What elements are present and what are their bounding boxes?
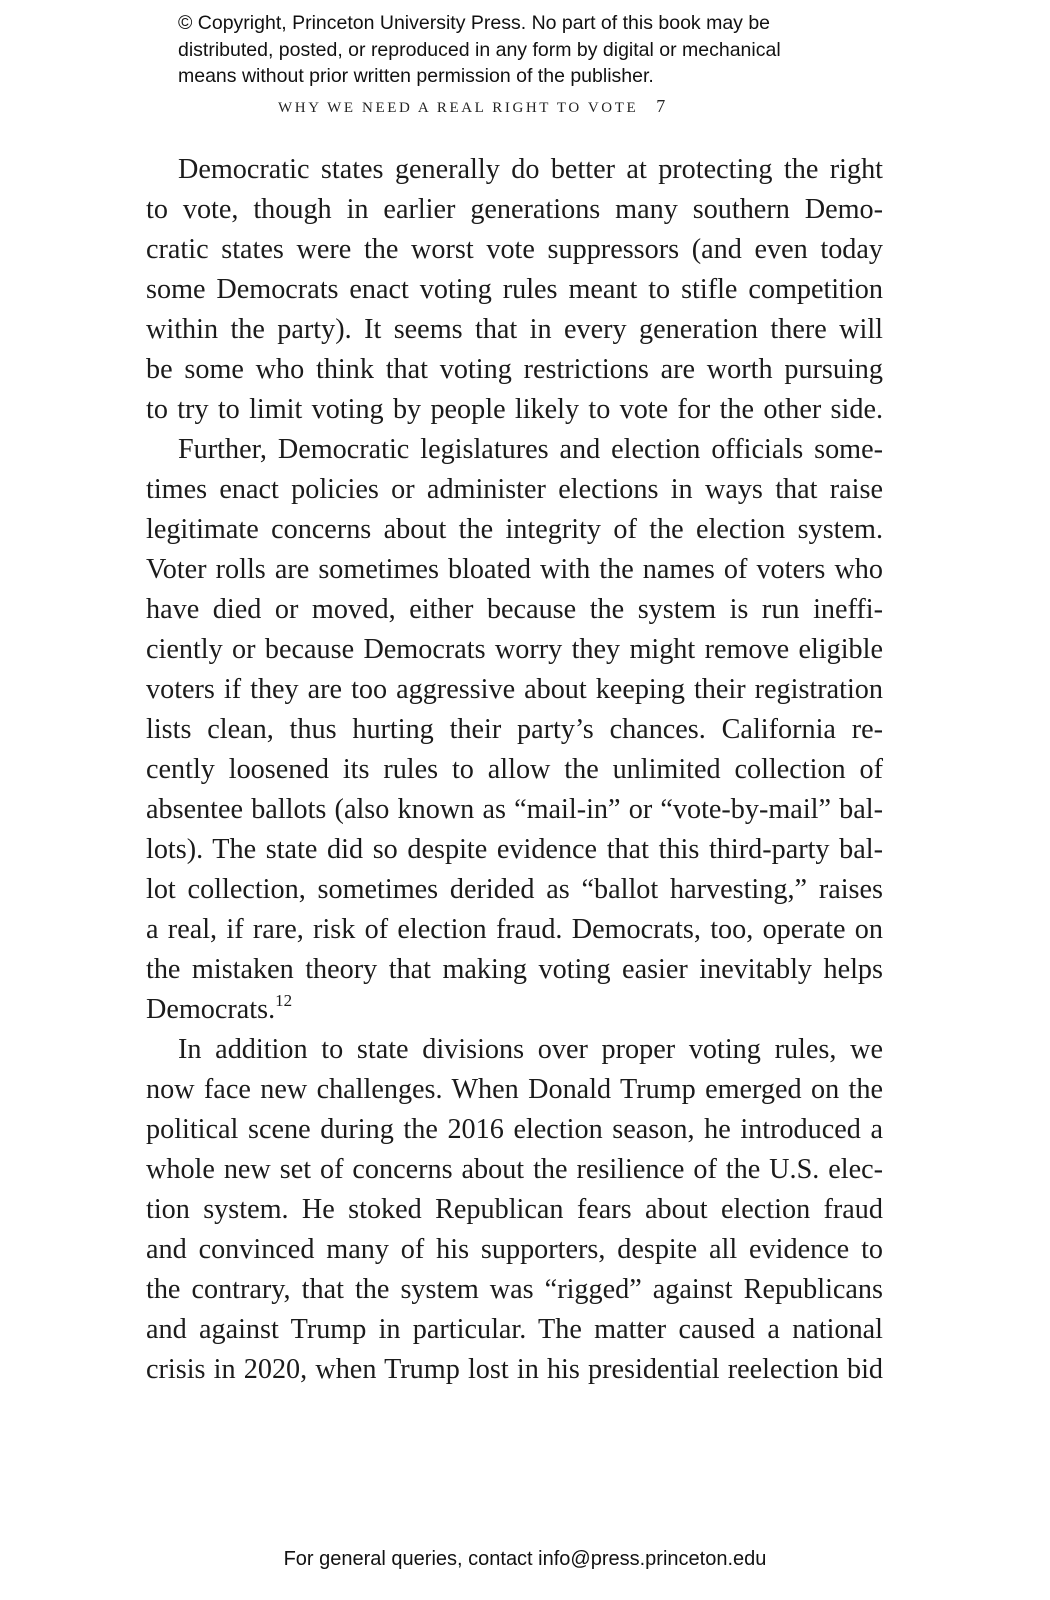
- footer-contact: [0, 1548, 1050, 1571]
- text-line: crisis in 2020, when Trump lost in his presidential reelection bid: [146, 1354, 883, 1385]
- text-line: ciently or because Democrats worry they might remove eligible: [146, 634, 883, 665]
- text-line: Democrats.: [146, 994, 276, 1025]
- text-line: voters if they are too aggressive about keeping their registration: [146, 674, 883, 705]
- body-text: [146, 150, 883, 1390]
- running-head-title: WHY WE NEED A REAL RIGHT TO VOTE: [278, 100, 639, 116]
- text-line: to vote, though in earlier generations many southern Demo-: [146, 194, 883, 225]
- footnote-reference[interactable]: 12: [275, 991, 293, 1010]
- text-line: and against Trump in particular. The matter caused a national: [146, 1314, 883, 1345]
- footer-text: For general queries, contact info@press.princeton.edu: [283, 1548, 767, 1570]
- text-line: the mistaken theory that making voting easier inevitably helps: [146, 954, 883, 985]
- text-line: In addition to state divisions over proper voting rules, we: [178, 1034, 883, 1065]
- text-line: the contrary, that the system was “rigged” against Republicans: [146, 1274, 883, 1305]
- text-line: legitimate concerns about the integrity of the election system.: [146, 514, 883, 545]
- text-line: some Democrats enact voting rules meant to stifle competition: [146, 274, 883, 305]
- page-number: 7: [656, 96, 666, 116]
- text-line: whole new set of concerns about the resilience of the U.S. elec-: [146, 1154, 883, 1185]
- copyright-notice: [178, 10, 878, 90]
- text-line: Further, Democratic legislatures and election officials some-: [178, 434, 883, 465]
- text-line: lot collection, sometimes derided as “ballot harvesting,” raises: [146, 874, 883, 905]
- copyright-line: means without prior written permission of the publisher.: [178, 65, 654, 87]
- text-line: Democratic states generally do better at protecting the right: [178, 154, 883, 185]
- text-line: to try to limit voting by people likely to vote for the other side.: [146, 394, 883, 425]
- text-line: now face new challenges. When Donald Trump emerged on the: [146, 1074, 883, 1105]
- text-line: be some who think that voting restrictions are worth pursuing: [146, 354, 883, 385]
- text-line: cently loosened its rules to allow the unlimited collection of: [146, 754, 883, 785]
- text-line-with-footnote: [146, 990, 883, 1030]
- text-line: lots). The state did so despite evidence that this third-party bal-: [146, 834, 883, 865]
- text-line: cratic states were the worst vote suppressors (and even today: [146, 234, 883, 265]
- running-head: [278, 96, 665, 117]
- text-line: have died or moved, either because the system is run ineffi-: [146, 594, 883, 625]
- text-line: political scene during the 2016 election season, he introduced a: [146, 1114, 883, 1145]
- text-line: tion system. He stoked Republican fears about election fraud: [146, 1194, 883, 1225]
- copyright-line: distributed, posted, or reproduced in any form by digital or mechanical: [178, 38, 781, 61]
- text-line: Voter rolls are sometimes bloated with the names of voters who: [146, 554, 883, 585]
- text-line: lists clean, thus hurting their party’s chances. California re-: [146, 714, 883, 745]
- text-line: times enact policies or administer elections in ways that raise: [146, 474, 883, 505]
- copyright-line: © Copyright, Princeton University Press. No part of this book may be: [178, 12, 771, 34]
- text-line: within the party). It seems that in every generation there will: [146, 314, 883, 345]
- text-line: absentee ballots (also known as “mail-in” or “vote-by-mail” bal-: [146, 794, 883, 825]
- text-line: a real, if rare, risk of election fraud. Democrats, too, operate on: [146, 914, 883, 945]
- text-line: and convinced many of his supporters, despite all evidence to: [146, 1234, 883, 1265]
